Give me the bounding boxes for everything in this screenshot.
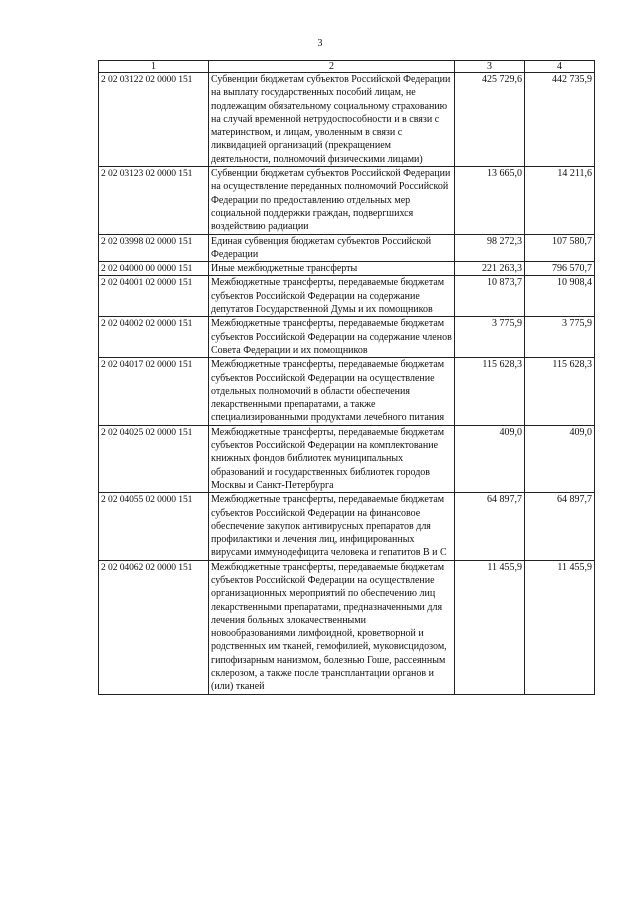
table-row bbox=[99, 425, 595, 492]
page-number: 3 bbox=[317, 38, 323, 49]
amount-col4-cell: 115 628,3 bbox=[525, 358, 595, 425]
budget-code-cell: 2 02 04055 02 0000 151 bbox=[99, 493, 209, 560]
amount-col4-cell: 14 211,6 bbox=[525, 167, 595, 234]
table-row bbox=[99, 493, 595, 560]
table-row bbox=[99, 73, 595, 167]
description-cell: Межбюджетные трансферты, передаваемые бюджетам субъектов Российской Федерации на финансовое обеспечение закупок антивирусных препаратов для профилактики и лечения лиц, инфицированных вирусами иммунодефицита человека и гепатитов В и С bbox=[209, 493, 455, 560]
amount-col3-cell: 221 263,3 bbox=[455, 262, 525, 276]
description-cell: Единая субвенция бюджетам субъектов Российской Федерации bbox=[209, 234, 455, 262]
amount-col4-cell: 64 897,7 bbox=[525, 493, 595, 560]
description-cell: Иные межбюджетные трансферты bbox=[209, 262, 455, 276]
amount-col3-cell: 3 775,9 bbox=[455, 317, 525, 358]
table-row bbox=[99, 358, 595, 425]
table-row bbox=[99, 262, 595, 276]
description-cell: Межбюджетные трансферты, передаваемые бюджетам субъектов Российской Федерации на осуществление отдельных полномочий в области обеспечения лекарственными препаратами, а также специализированными продуктами лечебного питания bbox=[209, 358, 455, 425]
table-row bbox=[99, 317, 595, 358]
table-row bbox=[99, 276, 595, 317]
column-header-2: 2 bbox=[209, 61, 455, 73]
budget-code-cell: 2 02 04001 02 0000 151 bbox=[99, 276, 209, 317]
table-row bbox=[99, 560, 595, 694]
description-cell: Субвенции бюджетам субъектов Российской Федерации на выплату государственных пособий лицам, не подлежащим обязательному социальному страхованию на случай временной нетрудоспособности и в связи с материнством, и лицам, уволенным в связи с ликвидацией организаций (прекращением деятельности, полномочий физическими лицами) bbox=[209, 73, 455, 167]
column-header-1: 1 bbox=[99, 61, 209, 73]
amount-col3-cell: 11 455,9 bbox=[455, 560, 525, 694]
budget-code-cell: 2 02 03123 02 0000 151 bbox=[99, 167, 209, 234]
description-cell: Субвенции бюджетам субъектов Российской Федерации на осуществление переданных полномочий Российской Федерации по предоставлению отдельных мер социальной поддержки граждан, подвергшихся воздействию радиации bbox=[209, 167, 455, 234]
description-cell: Межбюджетные трансферты, передаваемые бюджетам субъектов Российской Федерации на содержание депутатов Государственной Думы и их помощников bbox=[209, 276, 455, 317]
description-cell: Межбюджетные трансферты, передаваемые бюджетам субъектов Российской Федерации на комплектование книжных фондов библиотек муниципальных образований и государственных библиотек городов Москвы и Санкт-Петербурга bbox=[209, 425, 455, 492]
budget-code-cell: 2 02 03122 02 0000 151 bbox=[99, 73, 209, 167]
amount-col4-cell: 442 735,9 bbox=[525, 73, 595, 167]
amount-col4-cell: 796 570,7 bbox=[525, 262, 595, 276]
budget-table bbox=[98, 60, 595, 695]
table-row bbox=[99, 234, 595, 262]
amount-col3-cell: 10 873,7 bbox=[455, 276, 525, 317]
column-header-4: 4 bbox=[525, 61, 595, 73]
amount-col3-cell: 64 897,7 bbox=[455, 493, 525, 560]
amount-col4-cell: 107 580,7 bbox=[525, 234, 595, 262]
amount-col4-cell: 3 775,9 bbox=[525, 317, 595, 358]
amount-col3-cell: 425 729,6 bbox=[455, 73, 525, 167]
header-row bbox=[99, 61, 595, 73]
table-row bbox=[99, 167, 595, 234]
amount-col3-cell: 98 272,3 bbox=[455, 234, 525, 262]
column-header-3: 3 bbox=[455, 61, 525, 73]
budget-code-cell: 2 02 04025 02 0000 151 bbox=[99, 425, 209, 492]
budget-code-cell: 2 02 04017 02 0000 151 bbox=[99, 358, 209, 425]
amount-col4-cell: 10 908,4 bbox=[525, 276, 595, 317]
amount-col4-cell: 409,0 bbox=[525, 425, 595, 492]
budget-code-cell: 2 02 03998 02 0000 151 bbox=[99, 234, 209, 262]
budget-code-cell: 2 02 04000 00 0000 151 bbox=[99, 262, 209, 276]
description-cell: Межбюджетные трансферты, передаваемые бюджетам субъектов Российской Федерации на содержание членов Совета Федерации и их помощников bbox=[209, 317, 455, 358]
amount-col3-cell: 409,0 bbox=[455, 425, 525, 492]
amount-col3-cell: 13 665,0 bbox=[455, 167, 525, 234]
description-cell: Межбюджетные трансферты, передаваемые бюджетам субъектов Российской Федерации на осуществление организационных мероприятий по обеспечению лиц лекарственными препаратами, предназначенными для лечения больных злокачественными новообразованиями лимфоидной, кроветворной и родственных им тканей, гемофилией, муковисцидозом, гипофизарным нанизмом, болезнью Гоше, рассеянным склерозом, а также после трансплантации органов и (или) тканей bbox=[209, 560, 455, 694]
budget-code-cell: 2 02 04002 02 0000 151 bbox=[99, 317, 209, 358]
amount-col3-cell: 115 628,3 bbox=[455, 358, 525, 425]
budget-code-cell: 2 02 04062 02 0000 151 bbox=[99, 560, 209, 694]
amount-col4-cell: 11 455,9 bbox=[525, 560, 595, 694]
